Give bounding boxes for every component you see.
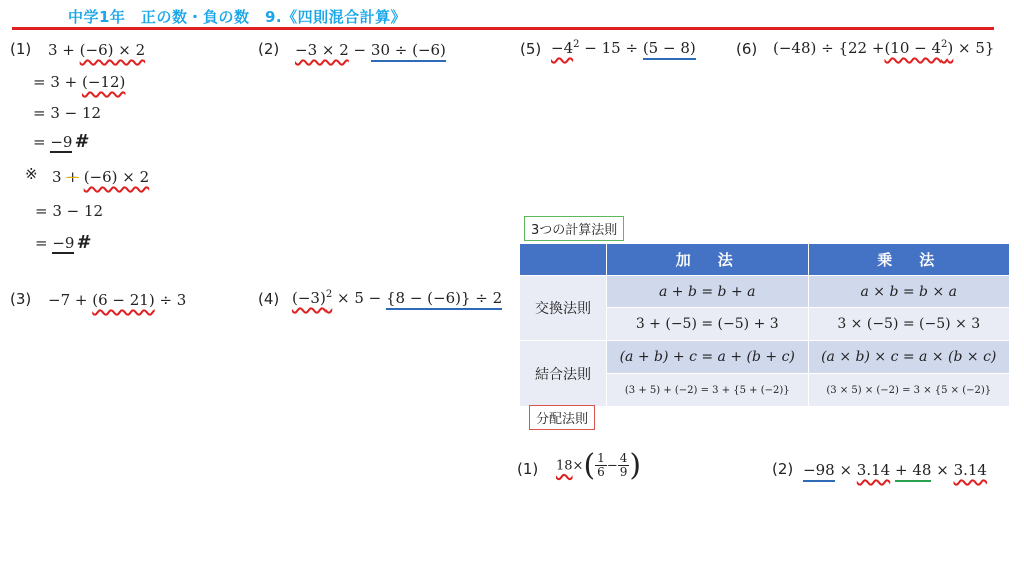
problem-1-answer: = −9 # (33, 131, 88, 152)
associative-addition-example: (3 + 5) + (−2) = 3 + {5 + (−2)} (607, 374, 809, 407)
problem-2-label: (2) (258, 40, 280, 58)
page-title: 中学1年 正の数・負の数 9.《四則混合計算》 (68, 8, 407, 26)
problem-4-expression: $(-3)^2 \times 5 - \{8 - (-6)\} \div 2$ (292, 289, 502, 307)
problem-2-expression: −3 × 2 − 30 ÷ (−6) (295, 41, 446, 59)
commutative-addition-rule: a + b = b + a (607, 276, 809, 308)
note-step-2: = 3 − 12 (35, 202, 104, 220)
answer-mark-icon: # (74, 131, 88, 152)
title-divider (12, 27, 994, 30)
column-header-addition: 加 法 (607, 244, 809, 276)
associative-multiplication-rule: (a × b) × c = a × (b × c) (808, 341, 1010, 374)
commutative-multiplication-example: 3 × (−5) = (−5) × 3 (808, 308, 1010, 341)
fraction-2: $\frac{4}{9}$ (619, 451, 628, 479)
problem-5-label: (5) (520, 40, 542, 58)
answer-mark-icon: # (76, 232, 90, 253)
row-header-commutative: 交換法則 (520, 276, 607, 341)
problem-4-label: (4) (258, 290, 280, 308)
problem-1-expression: 3 + (−6) × 2 (48, 41, 146, 59)
note-mark: ※ (25, 165, 38, 183)
problem-6-label: (6) (736, 40, 758, 58)
problem-3-label: (3) (10, 290, 32, 308)
commutative-addition-example: 3 + (−5) = (−5) + 3 (607, 308, 809, 341)
problem-5-expression: $-4^2 - 15 \div (5 - 8)$ (551, 39, 696, 57)
distributive-1-label: (1) (517, 460, 539, 478)
problem-1-step-1: = 3 + (−12) (33, 73, 126, 91)
distributive-heading-box: 分配法則 (529, 405, 595, 430)
laws-heading-box: 3つの計算法則 (524, 216, 624, 241)
fraction-1: $\frac{1}{6}$ (597, 451, 605, 479)
problem-6-expression: $(-48) \div \{22 +(10 - 4^2) \times 5\}$ (773, 39, 995, 57)
note-answer: = −9 # (35, 232, 90, 253)
calculation-laws-table (519, 243, 1010, 407)
row-header-associative: 結合法則 (520, 341, 607, 407)
distributive-1-expression: 18×( $\frac{1}{6}$ − $\frac{4}{9}$ ) (556, 448, 642, 483)
problem-1-step-2: = 3 − 12 (33, 104, 102, 122)
distributive-2-label: (2) (772, 460, 794, 478)
associative-multiplication-example: (3 × 5) × (−2) = 3 × {5 × (−2)} (808, 374, 1010, 407)
problem-3-expression: −7 + (6 − 21) ÷ 3 (48, 291, 187, 309)
note-expression: 3 + (−6) × 2 (52, 168, 150, 186)
commutative-multiplication-rule: a × b = b × a (808, 276, 1010, 308)
column-header-multiplication: 乗 法 (808, 244, 1010, 276)
table-corner (520, 244, 607, 276)
associative-addition-rule: (a + b) + c = a + (b + c) (607, 341, 809, 374)
problem-1-label: (1) (10, 40, 32, 58)
distributive-2-expression: −98 × 3.14 + 48 × 3.14 (803, 461, 987, 479)
